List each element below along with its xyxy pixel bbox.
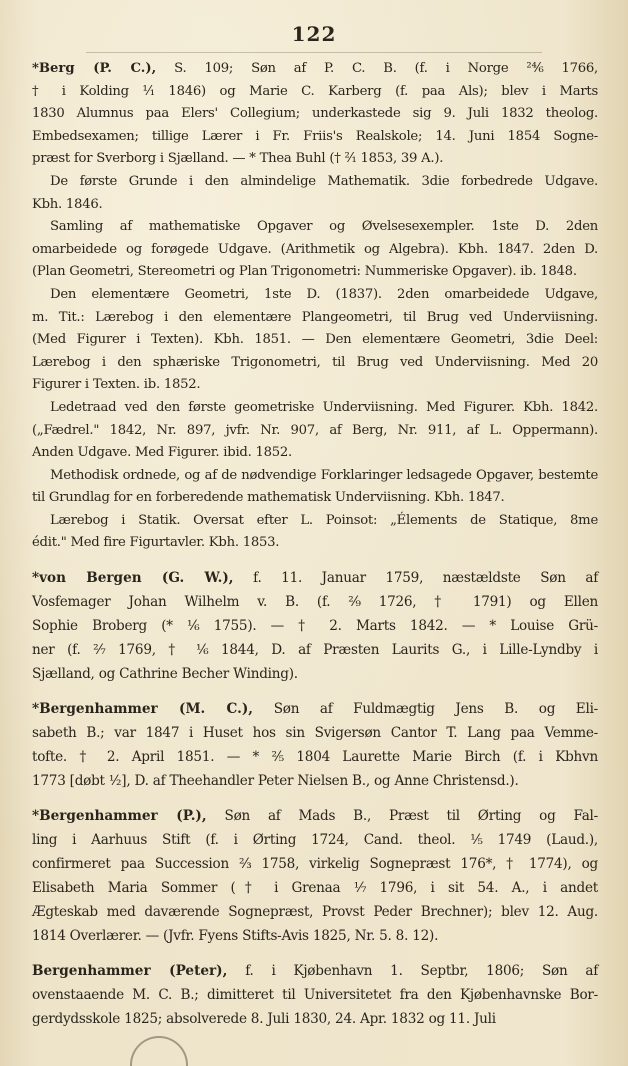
line-text: Den elementære Geometri, 1ste D. (1837). 2den omarbeidede Udgave, [50,286,598,302]
line-text: til Grundlag for en forberedende mathematisk Underviisning. Kbh. 1847. [32,490,505,506]
line-text: ner (f. ²⁄₇ 1769, † ¹⁄₆ 1844, D. af Præsten Laurits G., i Lille-Lyndby i [32,642,598,659]
line-text: confirmeret paa Succession ²⁄₃ 1758, virkelig Sognepræst 176*, † 1774), og [32,856,598,873]
header-rule [86,52,542,53]
text-line [32,804,598,828]
text-line [32,638,598,662]
text-line [32,442,598,465]
text-line [32,852,598,876]
text-line [32,590,598,614]
line-text: Anden Udgave. Med Figurer. ibid. 1852. [32,445,292,461]
entry-headword: *Bergenhammer (P.), [32,808,207,825]
text-line [32,397,598,420]
text-line [32,924,598,948]
text-line [32,420,598,443]
text-line [32,566,598,590]
entry-headword: *von Bergen (G. W.), [32,570,234,587]
line-text: f. 11. Januar 1759, næstældste Søn af [233,570,598,587]
entry-headword: Bergenhammer (Peter), [32,963,228,980]
entry-headword: *Bergenhammer (M. C.), [32,701,254,718]
text-line [32,148,598,171]
text-line [32,171,598,194]
line-text: Ledetraad ved den første geometriske Underviisning. Med Figurer. Kbh. 1842. [50,399,598,415]
text-line [32,876,598,900]
page-text [32,58,598,1031]
line-text: Kbh. 1846. [32,196,103,212]
text-line [32,81,598,104]
text-line [32,721,598,745]
line-text: Søn af Mads B., Præst til Ørting og Fal- [206,808,599,825]
line-text: Vosfemager Johan Wilhelm v. B. (f. ²⁄₉ 1726, † 1791) og Ellen [32,594,598,611]
line-text: Ægteskab med daværende Sognepræst, Provst Peder Brechner); blev 12. Aug. [32,904,598,921]
line-text: 1773 [døbt ¹⁄₂], D. af Theehandler Peter Nielsen B., og Anne Christensd.). [32,773,519,790]
text-line [32,216,598,239]
line-text: Figurer i Texten. ib. 1852. [32,377,201,393]
line-text: 1830 Alumnus paa Elers' Collegium; underkastede sig 9. Juli 1832 theolog. [32,106,598,122]
text-line [32,329,598,352]
line-text: Samling af mathematiske Opgaver og Øvelsesexempler. 1ste D. 2den [50,219,598,235]
text-line [32,828,598,852]
text-line [32,1007,598,1031]
entry [32,58,598,555]
line-text: S. 109; Søn af P. C. B. (f. i Norge ²⁴⁄₆ 1766, [156,61,598,76]
line-text: † i Kolding ⅟₁ 1846) og Marie C. Karberg (f. paa Als); blev i Marts [32,83,598,99]
entry [32,959,598,1031]
entry [32,804,598,948]
line-text: 1814 Overlærer. — (Jvfr. Fyens Stifts-Avis 1825, Nr. 5. 8. 12). [32,928,439,945]
text-line [32,465,598,488]
line-text: Søn af Fuldmægtig Jens B. og Eli- [253,701,599,718]
line-text: sabeth B.; var 1847 i Huset hos sin Svigersøn Cantor T. Lang paa Vemme- [32,725,598,742]
text-line [32,58,598,81]
text-line [32,194,598,217]
entry-headword: *Berg (P. C.), [32,61,157,76]
text-line [32,532,598,555]
text-line [32,307,598,330]
text-line [32,126,598,149]
line-text: Sophie Broberg (* ¹⁄₆ 1755). — † 2. Marts 1842. — * Louise Grü- [32,618,598,635]
line-text: („Fædrel." 1842, Nr. 897, jvfr. Nr. 907, af Berg, Nr. 911, af L. Oppermann). [32,422,598,438]
text-line [32,284,598,307]
line-text: ling i Aarhuus Stift (f. i Ørting 1724, Cand. theol. ¹⁄₅ 1749 (Laud.), [32,832,598,849]
line-text: Lærebog i Statik. Oversat efter L. Poinsot: „Élements de Statique, 8me [50,512,598,528]
page-number: 122 [291,22,337,46]
line-text: præst for Sverborg i Sjælland. — * Thea Buhl († ²⁄₁ 1853, 39 A.). [32,151,444,167]
line-text: (Plan Geometri, Stereometri og Plan Trigonometri: Nummeriske Opgaver). ib. 1848. [32,264,577,280]
text-line [32,769,598,793]
text-line [32,103,598,126]
text-line [32,662,598,686]
line-text: édit." Med fire Figurtavler. Kbh. 1853. [32,535,280,551]
text-line [32,487,598,510]
text-line [32,983,598,1007]
line-text: (Med Figurer i Texten). Kbh. 1851. — Den elementære Geometri, 3die Deel: [32,332,598,348]
text-line [32,697,598,721]
line-text: omarbeidede og forøgede Udgave. (Arithmetik og Algebra). Kbh. 1847. 2den D. [32,241,598,257]
text-line [32,614,598,638]
line-text: De første Grunde i den almindelige Mathematik. 3die forbedrede Udgave. [50,173,598,189]
text-line [32,239,598,262]
line-text: tofte. † 2. April 1851. — * ²⁄₅ 1804 Laurette Marie Birch (f. i Kbhvn [32,749,598,766]
text-line [32,959,598,983]
line-text: f. i Kjøbenhavn 1. Septbr, 1806; Søn af [227,963,599,980]
text-line [32,261,598,284]
line-text: ovenstaaende M. C. B.; dimitteret til Universitetet fra den Kjøbenhavnske Bor- [32,987,598,1004]
text-line [32,900,598,924]
entry [32,697,598,793]
binding-mark [130,1036,188,1066]
line-text: gerdydsskole 1825; absolverede 8. Juli 1830, 24. Apr. 1832 og 11. Juli [32,1011,496,1028]
line-text: Embedsexamen; tillige Lærer i Fr. Friis's Realskole; 14. Juni 1854 Sogne- [32,128,598,144]
line-text: m. Tit.: Lærebog i den elementære Plangeometri, til Brug ved Underviisning. [32,309,598,325]
line-text: Methodisk ordnede, og af de nødvendige Forklaringer ledsagede Opgaver, bestemte [50,467,598,483]
line-text: Lærebog i den sphæriske Trigonometri, til Brug ved Underviisning. Med 20 [32,354,598,370]
entry [32,566,598,686]
line-text: Sjælland, og Cathrine Becher Winding). [32,666,298,683]
text-line [32,745,598,769]
line-text: Elisabeth Maria Sommer († i Grenaa ¹⁄₇ 1796, i sit 54. A., i andet [32,880,598,897]
text-line [32,352,598,375]
text-line [32,510,598,533]
text-line [32,374,598,397]
